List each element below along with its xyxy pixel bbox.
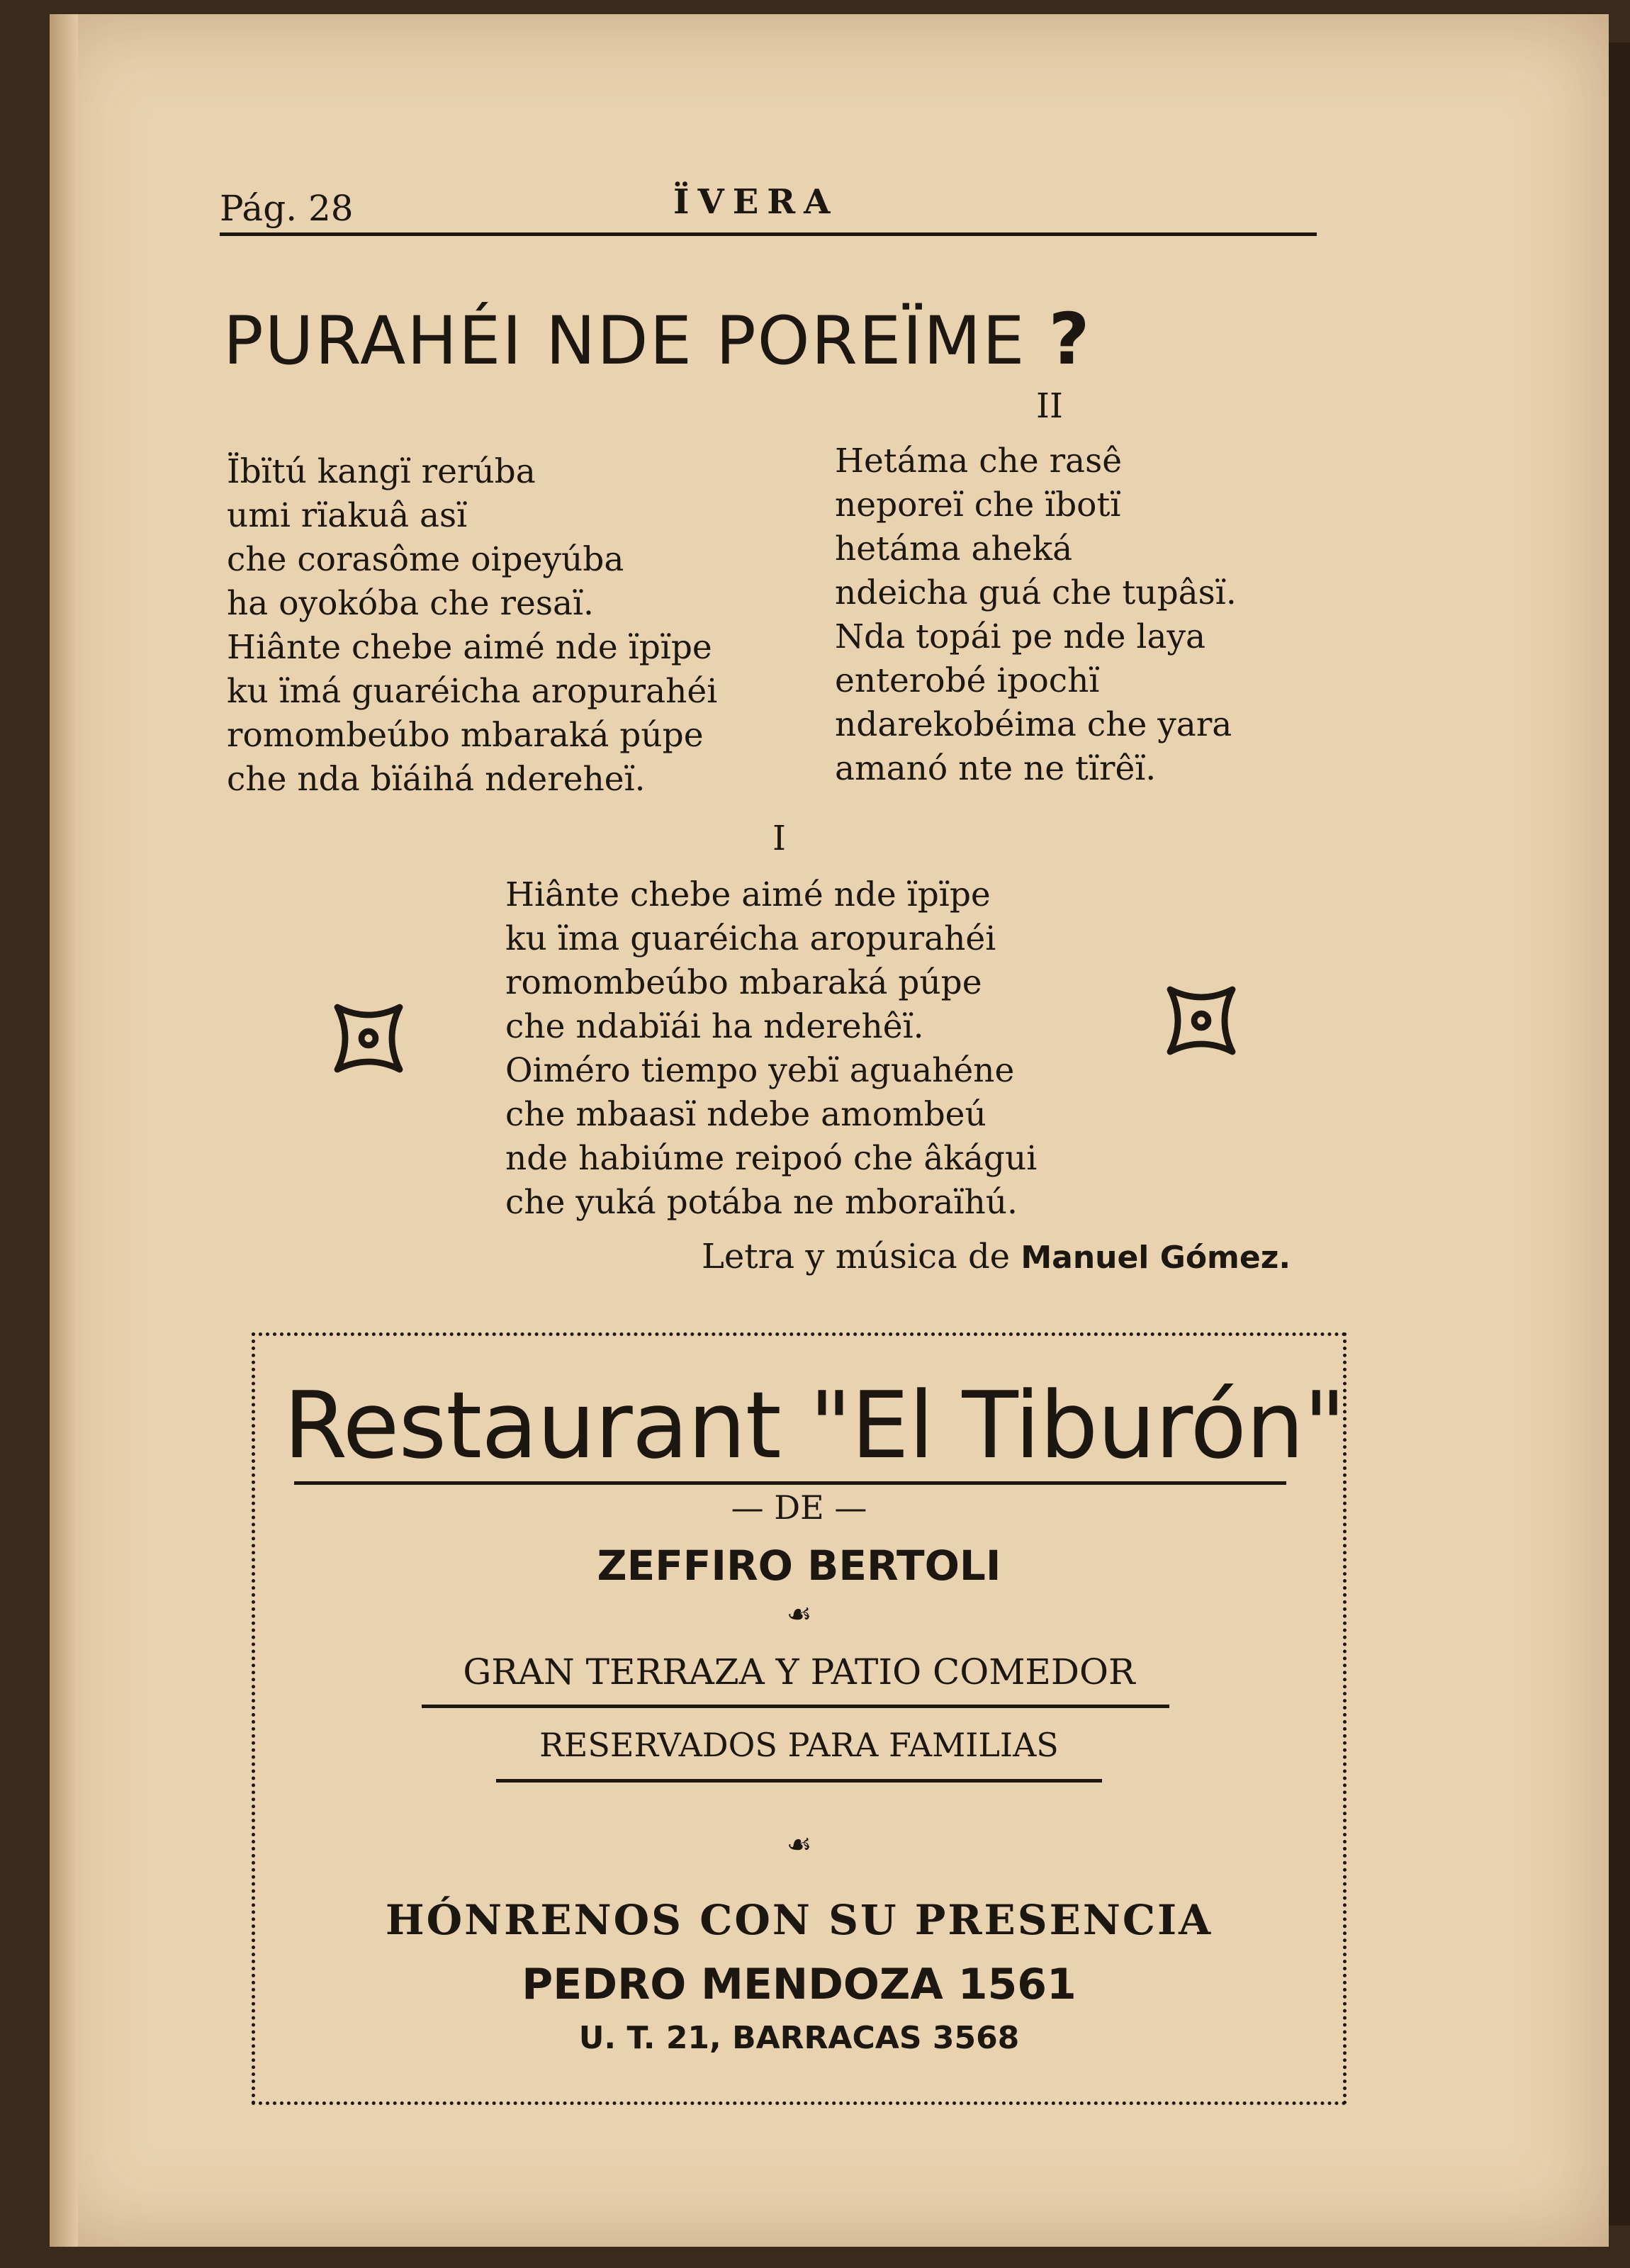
header-rule: [220, 232, 1317, 236]
section-ii-label: II: [1036, 386, 1063, 426]
ad-address: PEDRO MENDOZA 1561: [522, 1960, 1077, 2009]
ornament-left-icon: [330, 999, 408, 1077]
song-title: [223, 298, 1091, 381]
ad-invitation: HÓNRENOS CON SU PRESENCIA: [385, 1896, 1213, 1944]
ad-reserved-line: RESERVADOS PARA FAMILIAS: [539, 1726, 1059, 1764]
verse-line: che corasôme oipeyúba: [227, 540, 624, 579]
verse-line: ndeicha guá che tupâsï.: [835, 573, 1237, 612]
verse-line: Ïbïtú kangï rerúba: [227, 452, 536, 491]
ad-de: — DE —: [731, 1488, 867, 1527]
verse-line: umi rïakuâ asï: [227, 496, 468, 535]
verse-line: hetáma aheká: [835, 529, 1073, 568]
song-title-text: PURAHÉI NDE POREÏME: [223, 303, 1026, 380]
section-ii-stanza: [835, 439, 1237, 791]
song-credit: [702, 1237, 1291, 1276]
leaf-ornament-icon: ☙: [786, 1598, 812, 1631]
verse-line: neporeï che ïbotï: [835, 485, 1121, 524]
verse-line: che yuká potába ne mboraïhú.: [505, 1183, 1018, 1222]
restaurant-advertisement: [252, 1332, 1347, 2105]
page-header: [220, 182, 1318, 230]
verse-line: Nda topái pe nde laya: [835, 617, 1206, 656]
ad-terrace-line: GRAN TERRAZA Y PATIO COMEDOR: [463, 1651, 1135, 1692]
verse-line: ku ïmá guaréicha aropurahéi: [227, 672, 718, 711]
verse-line: che ndabïái ha nderehêï.: [505, 1007, 924, 1046]
verse-line: Hiânte chebe aimé nde ïpïpe: [227, 628, 712, 667]
ad-owner: ZEFFIRO BERTOLI: [597, 1542, 1001, 1590]
page-edge: [1609, 43, 1630, 2225]
leaf-ornament-icon: ☙: [786, 1829, 812, 1861]
ad-phone: U. T. 21, BARRACAS 3568: [578, 2020, 1020, 2056]
verse-line: che nda bïáihá nderehеï.: [227, 760, 646, 799]
verse-line: che mbaasï ndebe amombeú: [505, 1095, 987, 1134]
credit-prefix: Letra y música de: [702, 1237, 1011, 1276]
verse-line: Hiânte chebe aimé nde ïpïpe: [505, 875, 991, 914]
verse-line: enterobé ipochï: [835, 661, 1100, 700]
verse-line: amanó nte ne tïrêï.: [835, 749, 1157, 788]
ornament-right-icon: [1162, 982, 1240, 1060]
journal-name: ÏVERA: [673, 182, 839, 222]
verse-line: nde habiúme reipoó che âkágui: [505, 1139, 1038, 1178]
verse-line: Hetáma che rasê: [835, 442, 1123, 481]
credit-author: Manuel Gómez.: [1021, 1240, 1291, 1276]
ad-rule: [422, 1705, 1169, 1708]
section-i-label: I: [772, 819, 786, 858]
verse-line: Oiméro tiempo yebï aguahéne: [505, 1051, 1015, 1090]
ad-rule: [496, 1779, 1102, 1783]
ad-title-rule: [294, 1481, 1286, 1485]
verse-line: ha oyokóba che resaï.: [227, 584, 594, 623]
section-i-stanza: [505, 873, 1037, 1225]
ad-title: Restaurant "El Tiburón": [283, 1371, 1346, 1479]
verse-line: romombeúbo mbaraká púpe: [227, 716, 704, 755]
verse-line: ku ïma guaréicha aropurahéi: [505, 919, 996, 958]
verse-line: romombeúbo mbaraká púpe: [505, 963, 982, 1002]
verse-line: ndarekobéima che yara: [835, 705, 1232, 744]
left-stanza: [227, 450, 717, 802]
title-mark: ?: [1048, 298, 1091, 381]
page-spine: [50, 14, 78, 2247]
page-number: Pág. 28: [220, 188, 354, 229]
